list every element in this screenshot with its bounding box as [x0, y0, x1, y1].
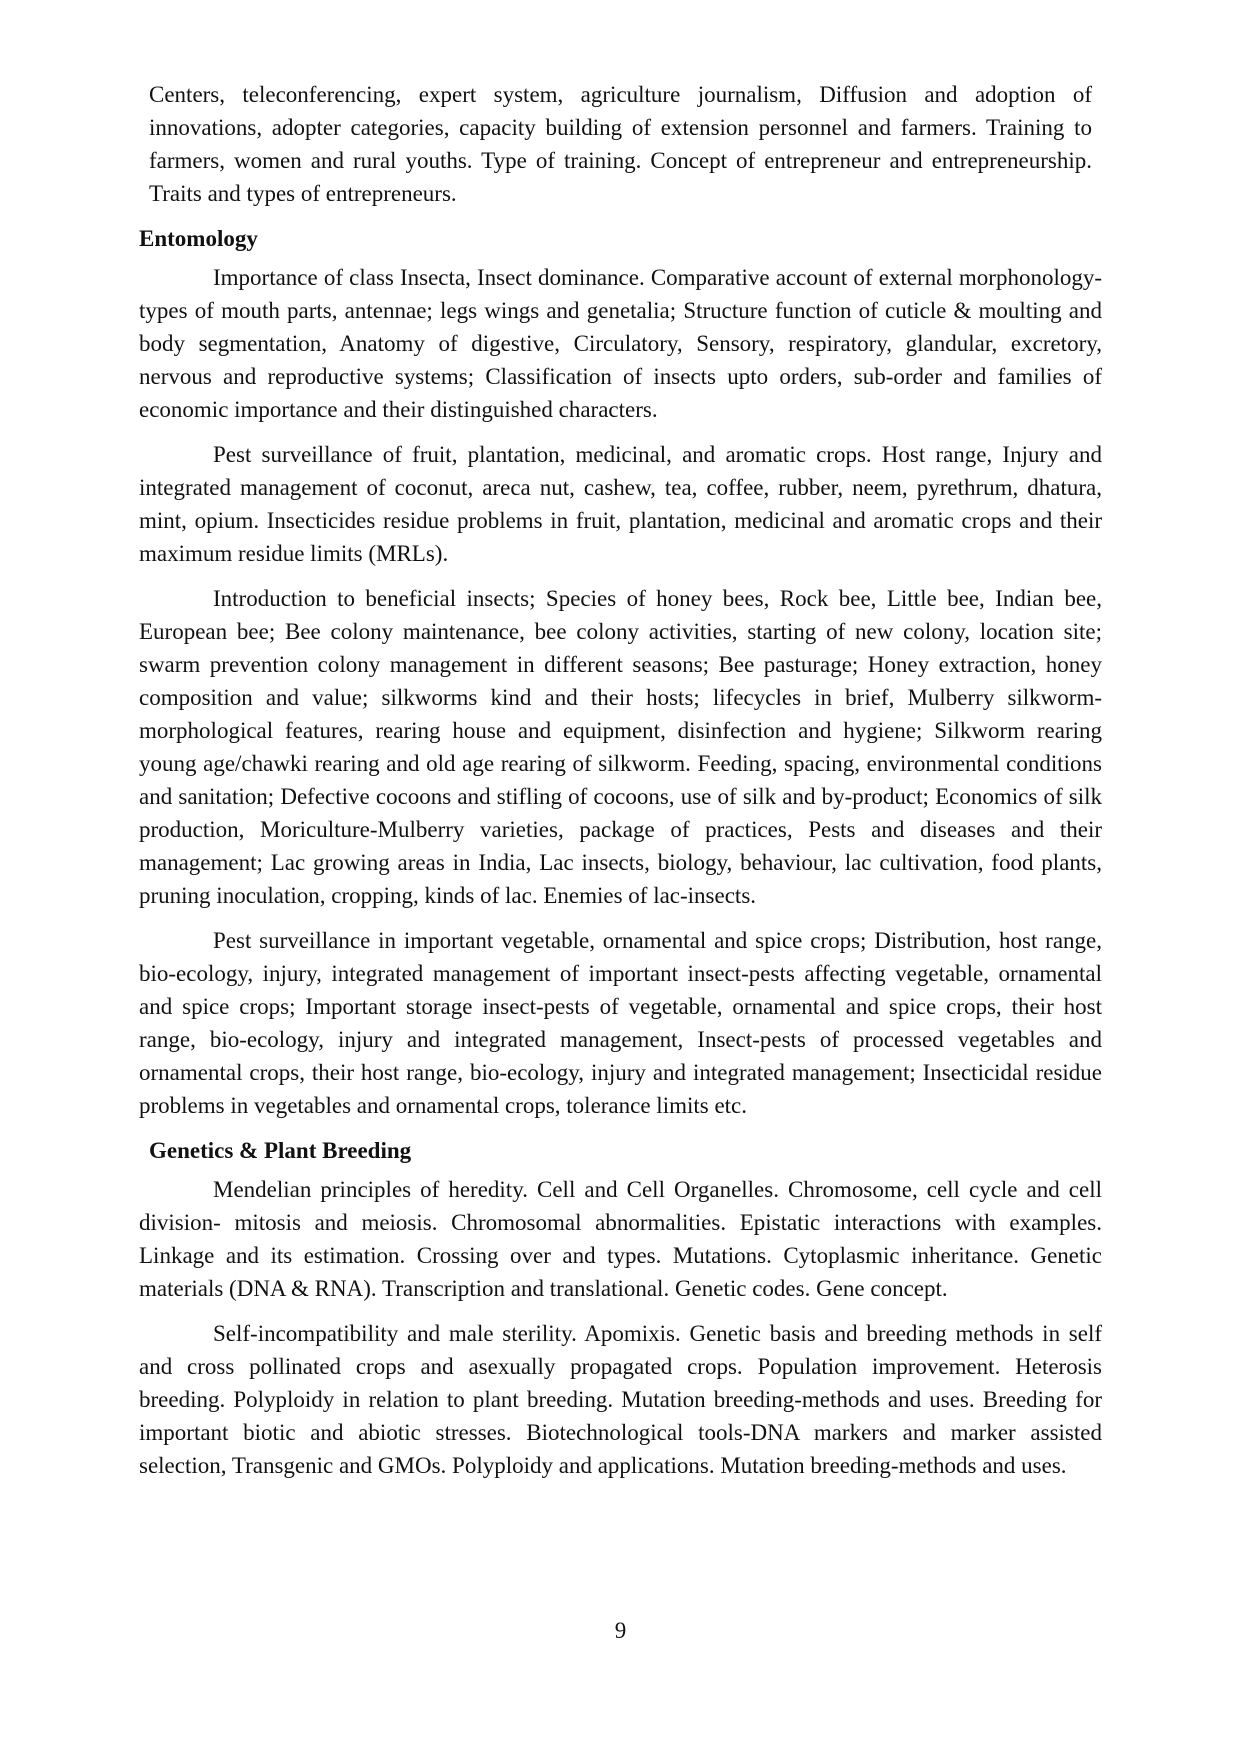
genetics-paragraph-2: Self-incompatibility and male sterility. Apomixis. Genetic basis and breeding methods in self and cross pollinated crops and asexually propagated crops. Population improvement. Heterosis breeding. Polyploidy in relation to plant breeding. Mutation breeding-methods and uses. Breeding for important biotic and abiotic stresses. Biotechnological tools-DNA markers and marker assisted selection, Transgenic and GMOs. Polyploidy and applications. Mutation breeding-methods and uses.	[139, 1321, 1102, 1478]
genetics-paragraph-1: Mendelian principles of heredity. Cell and Cell Organelles. Chromosome, cell cycle and cell division- mitosis and meiosis. Chromosomal abnormalities. Epistatic interactions with examples. Linkage and its estimation. Crossing over and types. Mutations. Cytoplasmic inheritance. Genetic materials (DNA & RNA). Transcription and translational. Genetic codes. Gene concept.	[139, 1177, 1102, 1301]
entomology-paragraph-2: Pest surveillance of fruit, plantation, medicinal, and aromatic crops. Host range, Injury and integrated management of coconut, areca nut, cashew, tea, coffee, rubber, neem, pyrethrum, dhatura, mint, opium. Insecticides residue problems in fruit, plantation, medicinal and aromatic crops and their maximum residue limits (MRLs).	[139, 442, 1102, 566]
entomology-paragraph-1: Importance of class Insecta, Insect dominance. Comparative account of external morphonology-types of mouth parts, antennae; legs wings and genetalia; Structure function of cuticle & moulting and body segmentation, Anatomy of digestive, Circulatory, Sensory, respiratory, glandular, excretory, nervous and reproductive systems; Classification of insects upto orders, sub-order and families of economic importance and their distinguished characters.	[139, 265, 1102, 422]
entomology-paragraph-4: Pest surveillance in important vegetable, ornamental and spice crops; Distribution, host range, bio-ecology, injury, integrated management of important insect-pests affecting vegetable, ornamental and spice crops; Important storage insect-pests of vegetable, ornamental and spice crops, their host range, bio-ecology, injury and integrated management, Insect-pests of processed vegetables and ornamental crops, their host range, bio-ecology, injury and integrated management; Insecticidal residue problems in vegetables and ornamental crops, tolerance limits etc.	[139, 928, 1102, 1118]
page-number: 9	[614, 1618, 627, 1643]
intro-paragraph: Centers, teleconferencing, expert system, agriculture journalism, Diffusion and adoption of innovations, adopter categories, capacity building of extension personnel and farmers. Training to farmers, women and rural youths. Type of training. Concept of entrepreneur and entrepreneurship. Traits and types of entrepreneurs.	[149, 82, 1092, 206]
section-heading-genetics: Genetics & Plant Breeding	[149, 1138, 412, 1163]
entomology-paragraph-3: Introduction to beneficial insects; Species of honey bees, Rock bee, Little bee, Indian bee, European bee; Bee colony maintenance, bee colony activities, starting of new colony, location site; swarm prevention colony management in different seasons; Bee pasturage; Honey extraction, honey composition and value; silkworms kind and their hosts; lifecycles in brief, Mulberry silkworm-morphological features, rearing house and equipment, disinfection and hygiene; Silkworm rearing young age/chawki rearing and old age rearing of silkworm. Feeding, spacing, environmental conditions and sanitation; Defective cocoons and stifling of cocoons, use of silk and by-product; Economics of silk production, Moriculture-Mulberry varieties, package of practices, Pests and diseases and their management; Lac growing areas in India, Lac insects, biology, behaviour, lac cultivation, food plants, pruning inoculation, cropping, kinds of lac. Enemies of lac-insects.	[139, 586, 1102, 908]
document-page	[139, 78, 1102, 1494]
section-heading-entomology: Entomology	[139, 226, 258, 251]
